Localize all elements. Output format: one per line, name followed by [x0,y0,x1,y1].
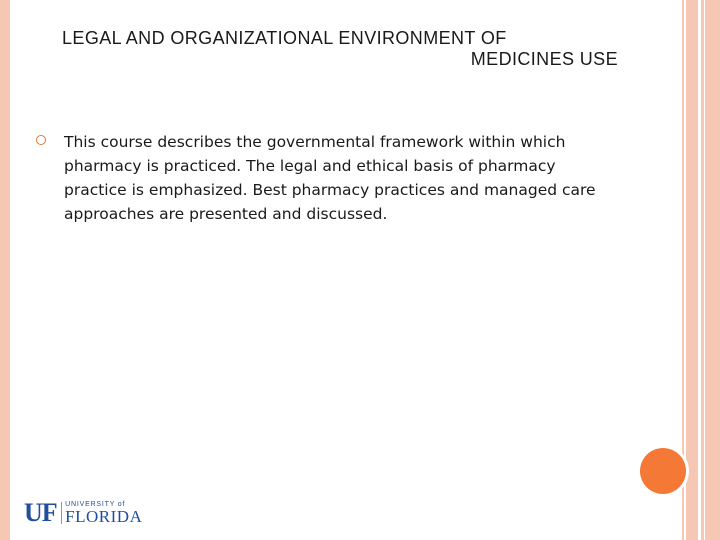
bullet-ring-icon [36,135,46,145]
right-border-band [686,0,720,540]
logo-university-text: UNIVERSITY of [65,501,126,508]
logo-divider [61,502,63,524]
slide-title-line-2: MEDICINES USE [470,49,618,69]
bullet-text: This course describes the governmental framework within which pharmacy is practiced. The legal and ethical basis of pharmacy practice is emphasized. Best pharmacy practices and managed care approaches are presented and discussed. [64,133,596,223]
logo-wordmark [65,501,142,525]
slide-title-line-1: LEGAL AND ORGANIZATIONAL ENVIRONMENT OF [62,28,507,48]
logo-florida-text: FLORIDA [65,507,143,526]
bullet-item [36,130,616,242]
left-border-band [0,0,10,540]
slide-title [40,28,618,70]
right-border-stripe [698,0,701,540]
uf-logo [24,500,142,526]
right-border-stripe-thin [704,0,705,540]
uf-logo-mark: UF [24,498,57,527]
decorative-circle [640,448,686,494]
